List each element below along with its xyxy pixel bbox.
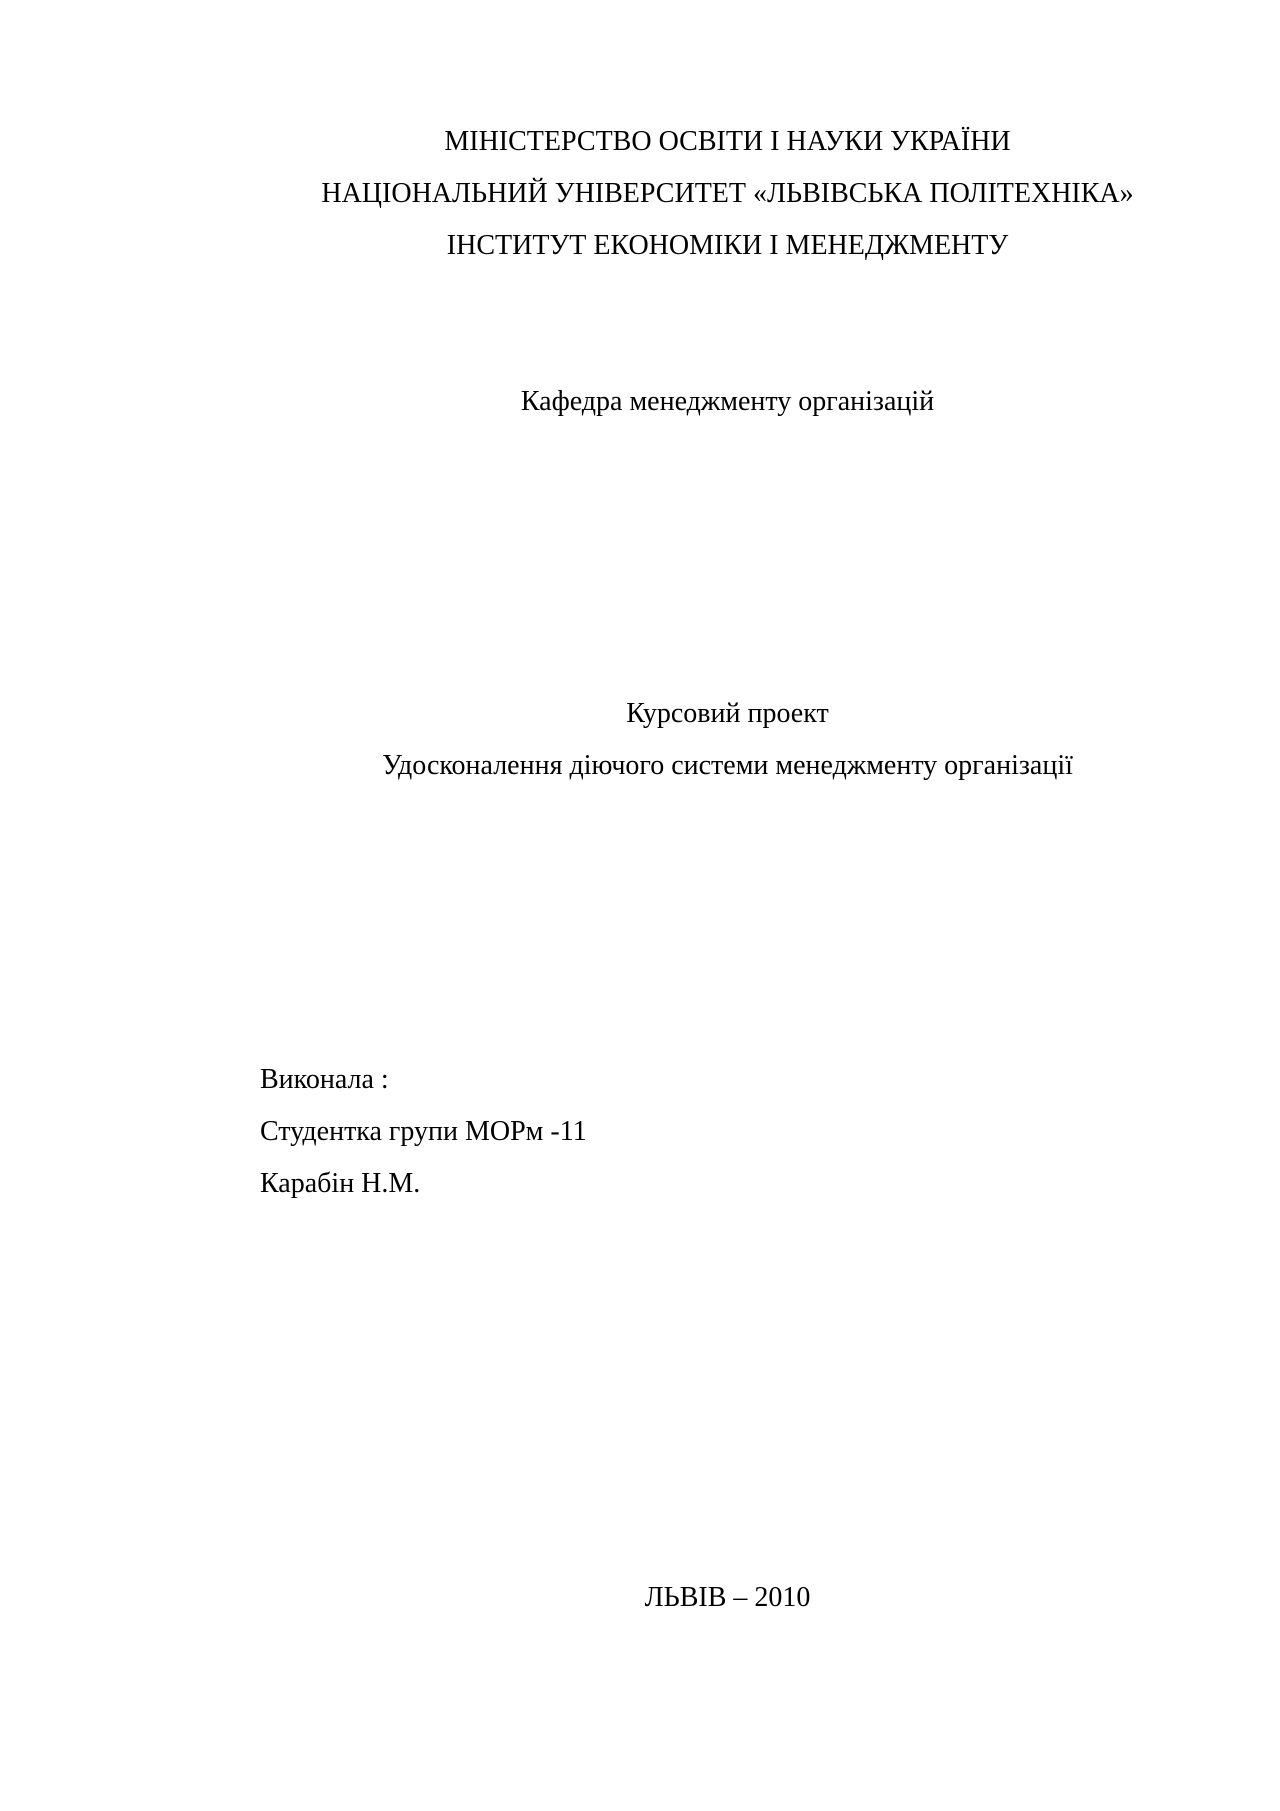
work-title: Удосконалення діючого системи менеджменту організації bbox=[382, 750, 1073, 781]
performed-by-label: Виконала : bbox=[260, 1064, 389, 1095]
student-name: Карабін Н.М. bbox=[260, 1168, 421, 1199]
university-heading: НАЦІОНАЛЬНИЙ УНІВЕРСИТЕТ «ЛЬВІВСЬКА ПОЛІТЕХНІКА» bbox=[321, 178, 1134, 209]
department-name: Кафедра менеджменту організацій bbox=[520, 386, 935, 417]
work-type: Курсовий проект bbox=[626, 698, 829, 729]
ministry-heading: МІНІСТЕРСТВО ОСВІТИ І НАУКИ УКРАЇНИ bbox=[444, 126, 1011, 157]
city-year: ЛЬВІВ – 2010 bbox=[644, 1582, 811, 1613]
student-group: Студентка групи МОРм -11 bbox=[260, 1116, 587, 1147]
institute-heading: ІНСТИТУТ ЕКОНОМІКИ І МЕНЕДЖМЕНТУ bbox=[446, 230, 1009, 261]
